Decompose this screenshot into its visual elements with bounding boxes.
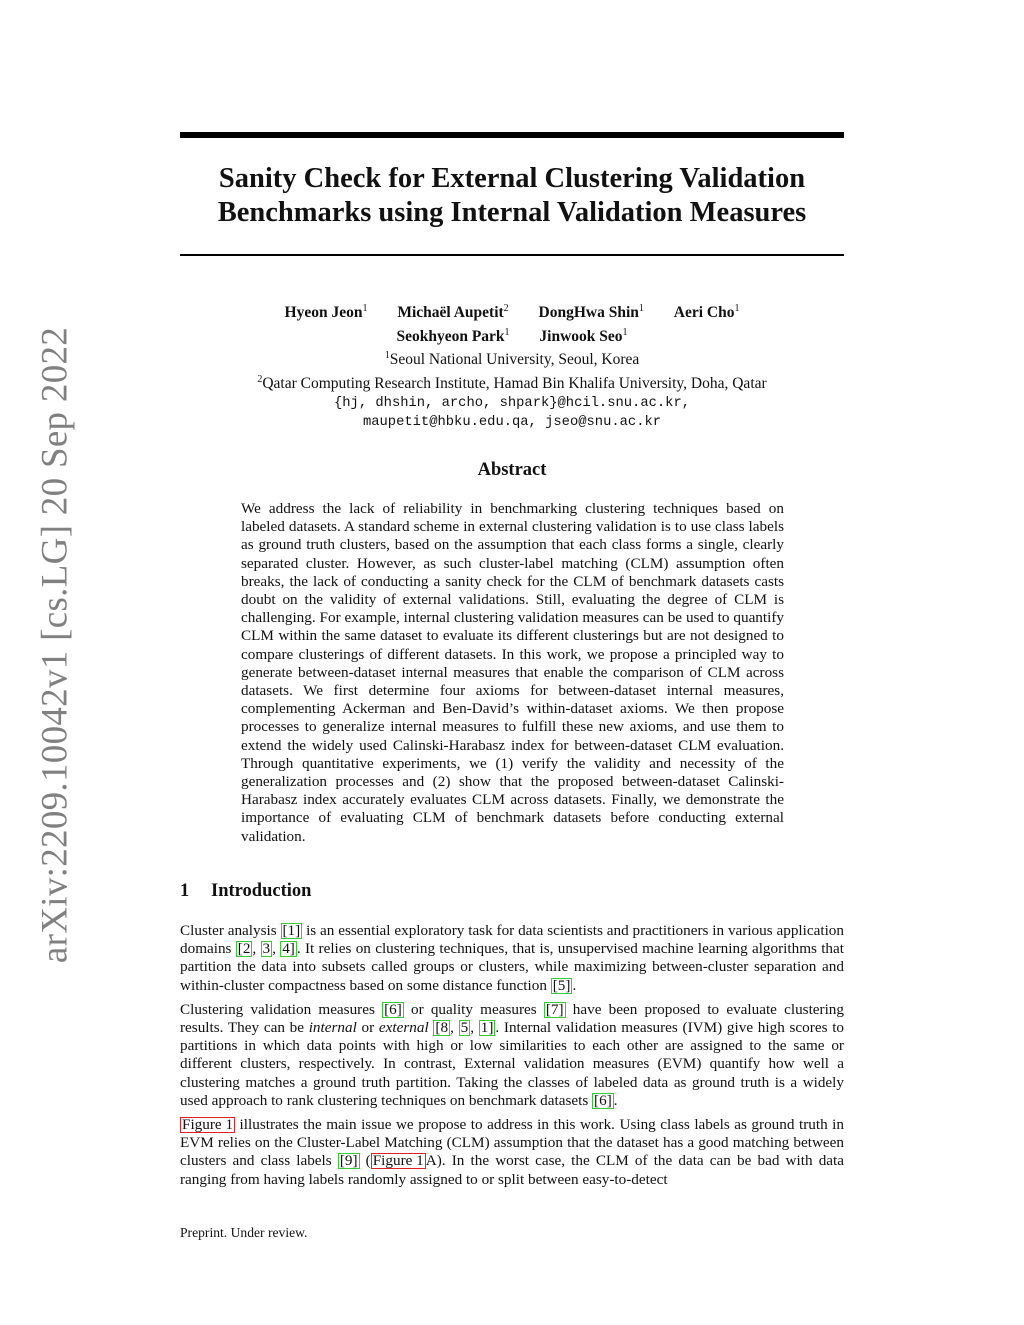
paragraph: Clustering validation measures [6] or quality measures [7] have been proposed to evaluate clustering results. They can be internal or external [8 , 5 , 1] . Internal validation measures (IVM) give high scores to partitions in which data points with high or low similarities to each other are assigned to the same or different clusters, respectively. In contrast, External validation measures (EVM) quantify how well a clustering matches a ground truth partition. Taking the classes of labeled data as ground truth is a widely used approach to rank clustering techniques on benchmark datasets [6] . <box>180 1000 845 1109</box>
paragraph: Figure 1 illustrates the main issue we propose to address in this work. Using class labels as ground truth in EVM relies on the Cluster-Label Matching (CLM) assumption that the dataset has a good matching between clusters and class labels [9] ( Figure 1 A). In the worst case, the CLM of the data can be bad with data ranging from having labels randomly assigned to or split between easy-to-detect <box>180 1116 844 1188</box>
citation-link[interactable]: [6] <box>594 1091 612 1109</box>
page-footer: Preprint. Under review. <box>180 1225 308 1240</box>
citation-link[interactable]: 1] <box>480 1019 494 1037</box>
title-line: Sanity Check for External Clustering Validation <box>218 163 806 194</box>
citation-link[interactable]: [7] <box>545 1000 564 1018</box>
citation-link[interactable]: [2 <box>237 940 251 958</box>
citation-link[interactable]: [6] <box>384 1000 402 1018</box>
author-name: Jinwook Seo$^1$ <box>539 326 628 345</box>
arxiv-stamp: arXiv:2209.10042v1 [cs.LG] 20 Sep 2022 <box>34 326 76 964</box>
figure-link[interactable]: Figure 1 <box>182 1116 234 1134</box>
citation-link[interactable]: 3 <box>262 940 271 958</box>
citation-link[interactable]: 5 <box>460 1019 469 1037</box>
author-row <box>180 299 844 323</box>
section-number: 1 <box>180 881 190 901</box>
author-block <box>180 299 844 433</box>
author-name: Seokhyeon Park$^1$ <box>396 326 510 345</box>
section-heading <box>180 881 311 902</box>
affiliation: $^1$Seoul National University, Seoul, Korea <box>384 350 640 369</box>
figure-link[interactable]: Figure 1 <box>372 1152 424 1170</box>
author-name: Aeri Cho$^1$ <box>673 303 740 322</box>
abstract-heading: Abstract <box>477 460 547 480</box>
paragraph: Cluster analysis [1] is an essential exploratory task for data scientists and practitioners in various application domains [2 , 3 , 4] . It relies on clustering techniques, that is, unsupervised machine learning algorithms that partition the data into subsets called groups or clusters, while maximizing between-cluster separation and within-cluster compactness based on some distance function [5] . <box>180 922 844 994</box>
title-bottom-rule <box>180 254 844 256</box>
email-line: {hj, dhshin, archo, shpark}@hcil.snu.ac.kr, <box>333 395 691 411</box>
title-top-rule <box>180 132 844 138</box>
author-name: Hyeon Jeon$^1$ <box>284 303 368 322</box>
citation-link[interactable]: [5] <box>552 976 571 994</box>
email-line: maupetit@hbku.edu.qa, jseo@snu.ac.kr <box>362 415 662 431</box>
author-name: DongHwa Shin$^1$ <box>538 303 644 322</box>
section-title: Introduction <box>211 881 312 901</box>
citation-link[interactable]: [1] <box>282 922 301 939</box>
title-line: Benchmarks using Internal Validation Measures <box>217 197 807 228</box>
paper-title <box>180 162 844 230</box>
citation-link[interactable]: 4] <box>282 940 295 958</box>
author-name: Michaël Aupetit$^2$ <box>397 303 509 322</box>
abstract-text: We address the lack of reliability in benchmarking clustering techniques based on labeled datasets. A standard scheme in external clustering validation is to use class labels as ground truth clusters, based on the assumption that each class forms a single, clearly separated cluster. However, as such cluster-label matching (CLM) assumption often breaks, the lack of conducting a sanity check for the CLM of benchmark datasets casts doubt on the validity of external validations. Still, evaluating the degree of CLM is challenging. For example, internal clustering validation measures can be used to quantify CLM within the same dataset to evaluate its different clusterings but are not designed to compare clusterings of different datasets. In this work, we propose a principled way to generate between-dataset internal measures that enable the comparison of CLM across datasets. We first determine four axioms for between-dataset internal measures, complementing Ackerman and Ben-David’s within-dataset axioms. We then propose processes to generalize internal measures to fulfill these new axioms, and use them to extend the widely used Calinski-Harabasz index for between-dataset CLM evaluation. Through quantitative experiments, we (1) verify the validity and necessity of the generalization processes and (2) show that the proposed between-dataset Calinski-Harabasz index accurately evaluates CLM across datasets. Finally, we demonstrate the importance of evaluating CLM of benchmark datasets before conducting external validation. <box>241 500 784 845</box>
citation-link[interactable]: [9] <box>339 1152 358 1170</box>
body-text <box>180 922 844 1195</box>
citation-link[interactable]: [8 <box>435 1019 449 1037</box>
affiliation: $^2$Qatar Computing Research Institute, Hamad Bin Khalifa University, Doha, Qatar <box>257 373 767 393</box>
author-row <box>180 323 844 347</box>
